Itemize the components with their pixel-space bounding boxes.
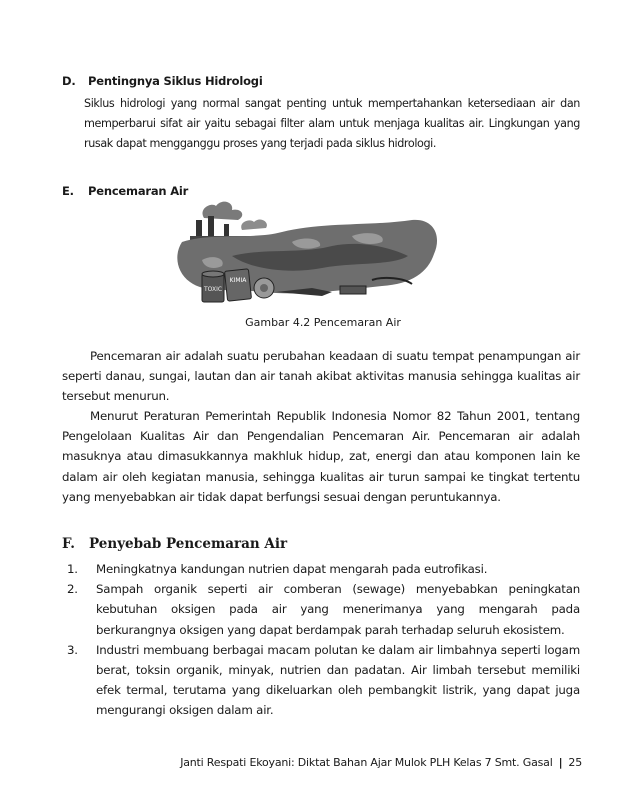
list-item bbox=[62, 559, 580, 579]
section-d-heading bbox=[62, 74, 263, 88]
list-item-text: Meningkatnya kandungan nutrien dapat mengarah pada eutrofikasi. bbox=[96, 562, 488, 576]
toxic-label: TOXIC bbox=[203, 286, 223, 293]
section-d-title: Pentingnya Siklus Hidrologi bbox=[88, 74, 263, 88]
section-e-paragraph-1: Pencemaran air adalah suatu perubahan keadaan di suatu tempat penampungan air seperti danau, sungai, lautan dan air tanah akibat aktivitas manusia sehingga kualitas air tersebut menurun. bbox=[62, 349, 580, 404]
list-item bbox=[62, 640, 580, 721]
section-f-number: F. bbox=[62, 536, 75, 552]
footer-text: Janti Respati Ekoyani: Diktat Bahan Ajar Mulok PLH Kelas 7 Smt. Gasal bbox=[180, 756, 553, 769]
page-footer bbox=[180, 756, 582, 769]
list-item-number: 2. bbox=[67, 582, 78, 597]
list-item bbox=[62, 579, 580, 640]
chemical-drum-icon bbox=[224, 269, 251, 301]
toxic-drum-icon bbox=[202, 271, 224, 302]
smoke-cloud bbox=[241, 220, 267, 230]
section-d-number: D. bbox=[62, 74, 76, 88]
section-e-title: Pencemaran Air bbox=[88, 184, 189, 198]
list-item-text: Sampah organik seperti air comberan (sewage) menyebabkan peningkatan kebutuhan oksigen pada air yang menerimanya yang mengarah pada berkurangnya oksigen yang dapat berdampak parah terhadap seluruh ekosistem. bbox=[96, 582, 580, 637]
list-item-text: Industri membuang berbagai macam polutan ke dalam air limbahnya seperti logam berat, toksin organik, minyak, nutrien dan padatan. Air limbah tersebut memiliki efek termal, terutama yang dikeluarkan oleh pembangkit listrik, yang dapat juga mengurangi oksigen dalam air. bbox=[96, 642, 580, 718]
kimia-label: KIMIA bbox=[229, 277, 247, 284]
section-e-paragraph-2: Menurut Peraturan Pemerintah Republik Indonesia Nomor 82 Tahun 2001, tentang Pengelolaan Kualitas Air dan Pengendalian Pencemaran Air. Pencemaran air adalah masuknya atau dimasukkannya makhluk hidup, zat, energi dan atau komponen lain ke dalam air oleh kegiatan manusia, sehingga kualitas air turun sampai ke tingkat tertentu yang menyebabkan air tidak dapat berfungsi sesuai dengan peruntukannya. bbox=[62, 409, 580, 504]
crate-debris bbox=[340, 286, 366, 294]
footer-separator: | bbox=[558, 756, 563, 769]
list-item-number: 1. bbox=[67, 562, 78, 576]
barrel-icon bbox=[254, 278, 274, 298]
section-f-heading bbox=[62, 536, 287, 552]
section-d-body: Siklus hidrologi yang normal sangat penting untuk mempertahankan ketersediaan air dan memperbarui sifat air yaitu sebagai filter alam untuk menjaga kualitas air. Lingkungan yang rusak dapat mengganggu proses yang terjadi pada siklus hidrologi. bbox=[84, 97, 580, 151]
section-e-number: E. bbox=[62, 184, 74, 198]
water-pollution-illustration bbox=[172, 196, 442, 314]
page-number: 25 bbox=[568, 756, 582, 769]
causes-list bbox=[62, 559, 580, 721]
figure-caption: Gambar 4.2 Pencemaran Air bbox=[245, 316, 401, 329]
section-f-title: Penyebab Pencemaran Air bbox=[89, 536, 288, 552]
list-item-number: 3. bbox=[67, 642, 78, 657]
section-e-heading bbox=[62, 184, 188, 198]
